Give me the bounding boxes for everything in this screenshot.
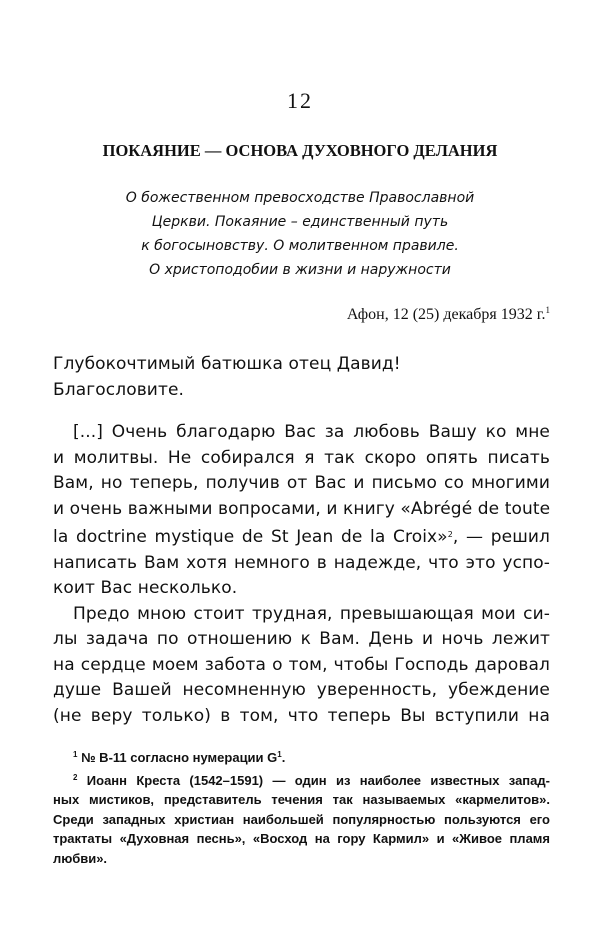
footnote-1 xyxy=(53,745,550,768)
text-line: Предо мною стоит трудная, превышающая мои си- xyxy=(73,603,550,624)
text-line: коит Вас несколько. xyxy=(53,578,238,598)
text-tail: , — решил xyxy=(452,527,550,547)
footnote-line: трактаты «Духовная песнь», «Восход на гору Кармил» и «Живое пламя xyxy=(53,831,550,846)
book-title-tail: la doctrine mystique de St Jean de la Croix» xyxy=(53,527,448,547)
footnote-line: ных мистиков, представитель течения так называемых «кармелитов». xyxy=(53,792,550,807)
text-line: на сердце моем забота о том, чтобы Господь даровал xyxy=(53,654,550,675)
chapter-epigraph xyxy=(0,186,600,282)
text-line xyxy=(53,522,550,551)
text-line: Вам, но теперь, получив от Вас и письмо со многими xyxy=(53,473,550,493)
footnote-ref-2: 2 xyxy=(447,530,453,539)
text-line: и очень важными вопросами, и книгу «Abrégé de toute xyxy=(53,498,551,519)
letter-greeting xyxy=(53,352,550,403)
epigraph-line: О божественном превосходстве Православной xyxy=(125,190,475,206)
epigraph-line: О христоподобии в жизни и наружности xyxy=(149,262,451,278)
footnotes xyxy=(53,745,550,868)
footnote-ref-1: 1 xyxy=(545,305,550,315)
footnote-text: Иоанн Креста (1542–1591) — один из наиболее известных запад- xyxy=(86,772,550,788)
chapter-title: ПОКАЯНИЕ — ОСНОВА ДУХОВНОГО ДЕЛАНИЯ xyxy=(102,141,498,160)
footnote-text: № В-11 согласно нумерации G xyxy=(81,750,278,765)
footnote-line: любви». xyxy=(53,850,108,866)
footnote-line xyxy=(53,768,550,791)
paragraph-1 xyxy=(53,420,550,602)
blessing-request: Благословите. xyxy=(53,379,185,400)
footnote-marker: 2 xyxy=(73,772,78,782)
footnote-marker: 1 xyxy=(73,750,78,759)
chapter-number: 12 xyxy=(287,88,313,113)
text-line: и молитвы. Не собирался я так скоро опять писать xyxy=(53,447,550,468)
letter-dateline xyxy=(347,305,550,324)
footnote-sup: 1 xyxy=(277,750,282,759)
letter-body xyxy=(53,420,550,729)
text-line: написать Вам хотя немного в надежде, что это успо- xyxy=(53,552,550,573)
text-line: (не веру только) в том, что теперь Вы вступили на xyxy=(53,705,550,726)
text-line: [...] Очень благодарю Вас за любовь Вашу ко мне xyxy=(73,422,550,442)
dateline-text: Афон, 12 (25) декабря 1932 г. xyxy=(346,306,546,323)
epigraph-line: Церкви. Покаяние – единственный путь xyxy=(151,214,449,230)
footnote-2 xyxy=(53,768,550,869)
salutation: Глубокочтимый батюшка отец Давид! xyxy=(53,354,401,374)
footnote-line: Среди западных христиан наибольшей популярностью пользуются его xyxy=(53,811,550,827)
epigraph-line: к богосыновству. О молитвенном правиле. xyxy=(141,238,459,254)
paragraph-2 xyxy=(53,602,550,730)
text-line: душе Вашей несомненную уверенность, убеждение xyxy=(53,680,550,700)
footnote-period: . xyxy=(281,750,286,765)
text-line: лы задача по отношению к Вам. День и ночь лежит xyxy=(53,629,550,649)
